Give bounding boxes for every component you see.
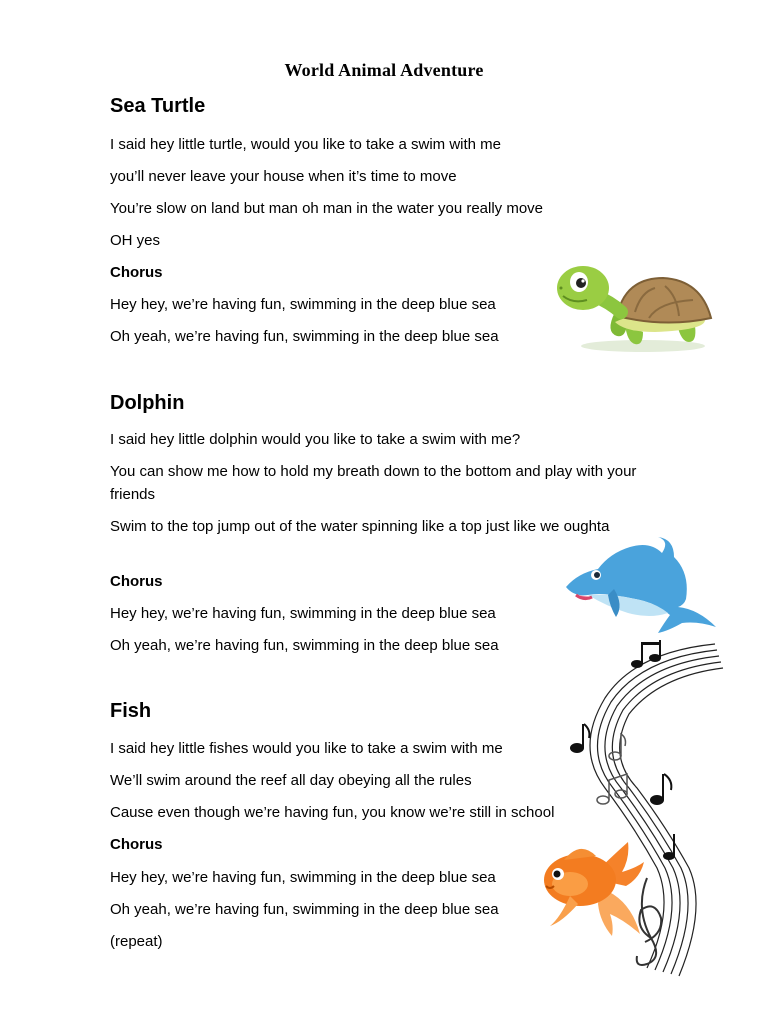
lyric-line: You’re slow on land but man oh man in the water you really move — [110, 200, 544, 217]
closing-note: (repeat) — [110, 933, 163, 950]
goldfish-icon — [540, 838, 650, 938]
section-heading-fish: Fish — [110, 700, 152, 722]
chorus-line: Oh yeah, we’re having fun, swimming in the deep blue sea — [110, 328, 499, 345]
chorus-line: Hey hey, we’re having fun, swimming in the deep blue sea — [110, 605, 496, 622]
chorus-line: Hey hey, we’re having fun, swimming in the deep blue sea — [110, 296, 496, 313]
lyric-line: I said hey little dolphin would you like to take a swim with me? — [110, 431, 521, 448]
lyric-line: you’ll never leave your house when it’s time to move — [110, 168, 457, 185]
lyric-line: OH yes — [110, 232, 161, 249]
chorus-line: Oh yeah, we’re having fun, swimming in the deep blue sea — [110, 637, 499, 654]
chorus-label: Chorus — [110, 836, 163, 853]
dolphin-icon — [558, 535, 718, 635]
lyric-line: I said hey little turtle, would you like to take a swim with me — [110, 136, 501, 153]
lyric-line: You can show me how to hold my breath down to the bottom and play with your friends — [110, 463, 637, 503]
chorus-label: Chorus — [110, 264, 163, 281]
section-heading-sea-turtle: Sea Turtle — [110, 95, 206, 117]
turtle-icon — [555, 262, 715, 354]
lyric-line: Cause even though we’re having fun, you know we’re still in school — [110, 804, 555, 821]
chorus-line: Hey hey, we’re having fun, swimming in the deep blue sea — [110, 869, 496, 886]
section-heading-dolphin: Dolphin — [110, 392, 185, 414]
page-title: World Animal Adventure — [284, 60, 484, 80]
lyric-line: I said hey little fishes would you like to take a swim with me — [110, 740, 503, 757]
chorus-line: Oh yeah, we’re having fun, swimming in the deep blue sea — [110, 901, 499, 918]
lyric-line: Swim to the top jump out of the water spinning like a top just like we oughta — [110, 518, 610, 535]
lyric-line: We’ll swim around the reef all day obeying all the rules — [110, 772, 472, 789]
chorus-label: Chorus — [110, 573, 163, 590]
